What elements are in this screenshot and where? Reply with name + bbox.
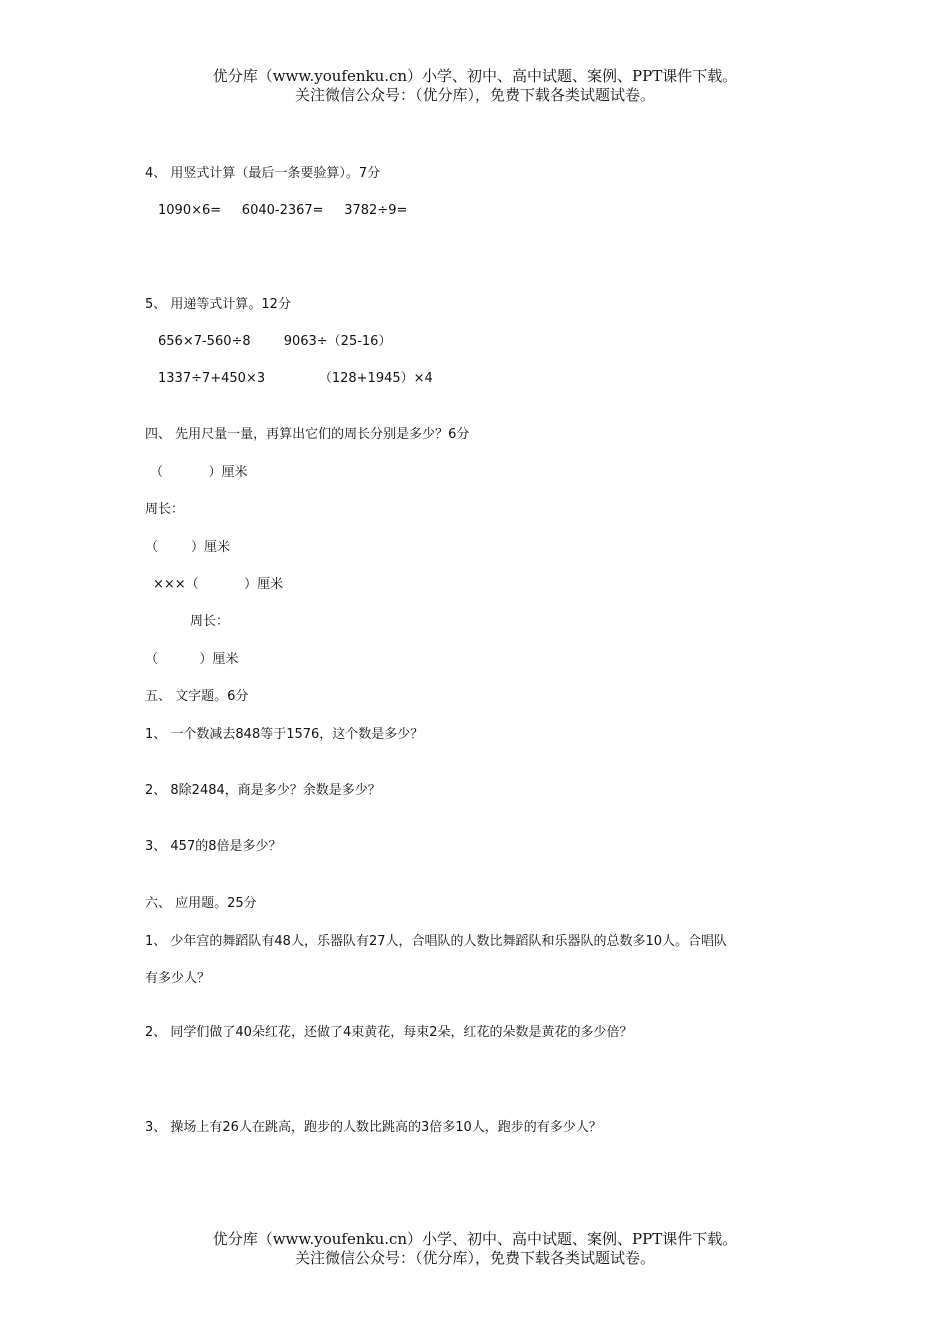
section-6-question-1-line-1: 1、 少年宫的舞蹈队有48人，乐器队有27人，合唱队的人数比舞蹈队和乐器队的总数多10人。合唱队 <box>145 934 728 949</box>
section-4-blank-2: （ ）厘米 <box>145 540 231 555</box>
section-6-question-2: 2、 同学们做了40朵红花，还做了4束黄花，每束2朵，红花的朵数是黄花的多少倍？ <box>145 1025 633 1040</box>
page-footer-line-1: 优分库（www.youfenku.cn）小学、初中、高中试题、案例、PPT课件下载。 <box>212 1230 738 1248</box>
question-4-problems: 1090×6= 6040-2367= 3782÷9= <box>158 203 408 218</box>
section-4-perimeter-2: 周长： <box>190 614 230 629</box>
section-5-title: 五、 文字题。6分 <box>145 689 249 704</box>
question-5-title: 5、 用递等式计算。12分 <box>145 297 291 312</box>
section-6-question-3: 3、 操场上有26人在跳高，跑步的人数比跳高的3倍多10人，跑步的有多少人？ <box>145 1120 602 1135</box>
page-footer-line-2: 关注微信公众号：（优分库），免费下载各类试题试卷。 <box>294 1249 655 1267</box>
section-4-blank-1: （ ）厘米 <box>150 465 248 480</box>
section-4-perimeter-1: 周长： <box>145 502 185 517</box>
question-4-title: 4、 用竖式计算（最后一条要验算）。7分 <box>145 166 381 181</box>
section-4-blank-4: （ ）厘米 <box>145 652 239 667</box>
section-5-question-2: 2、 8除2484，商是多少？余数是多少？ <box>145 783 381 798</box>
section-6-title: 六、 应用题。25分 <box>145 896 257 911</box>
page-header-line-1: 优分库（www.youfenku.cn）小学、初中、高中试题、案例、PPT课件下载。 <box>212 67 738 85</box>
section-5-question-1: 1、 一个数减去848等于1576，这个数是多少？ <box>145 727 424 742</box>
question-5-row-1: 656×7-560÷8 9063÷（25-16） <box>158 334 392 349</box>
section-6-question-1-line-2: 有多少人？ <box>145 971 211 986</box>
section-4-blank-3: ×××（ ）厘米 <box>153 577 284 592</box>
question-5-row-2: 1337÷7+450×3 （128+1945）×4 <box>158 371 433 386</box>
section-4-title: 四、 先用尺量一量，再算出它们的周长分别是多少？6分 <box>145 427 470 442</box>
section-5-question-3: 3、 457的8倍是多少？ <box>145 839 282 854</box>
page-header-line-2: 关注微信公众号：（优分库），免费下载各类试题试卷。 <box>294 86 655 104</box>
